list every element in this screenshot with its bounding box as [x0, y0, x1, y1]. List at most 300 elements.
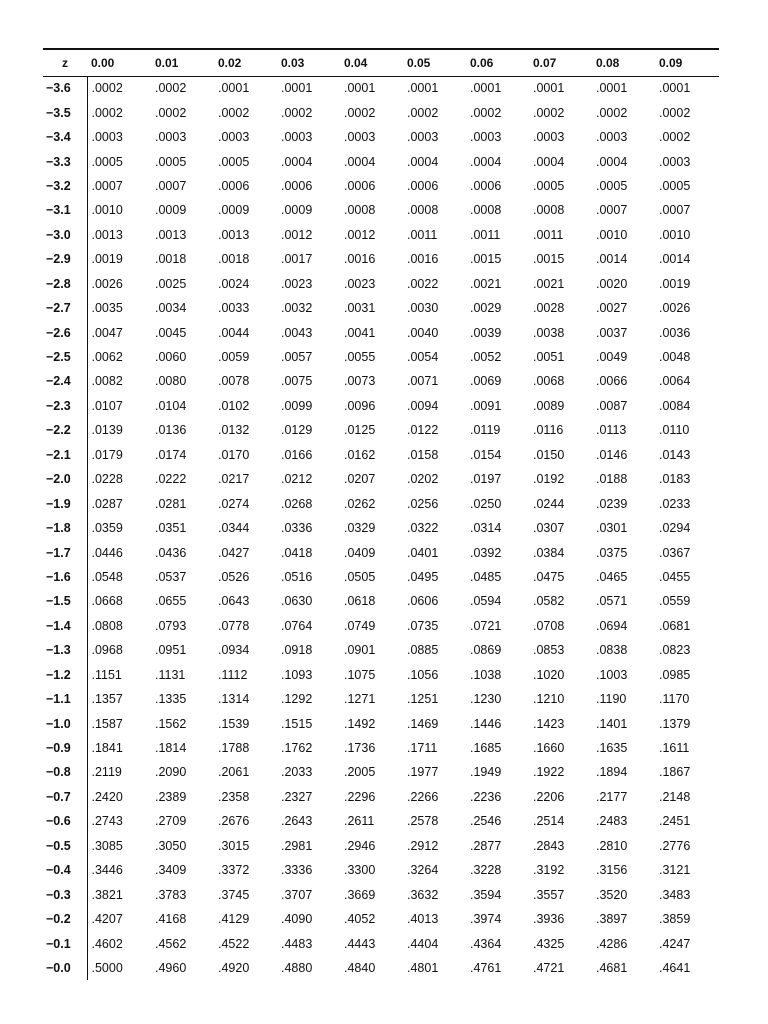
probability-cell: .2676 — [218, 814, 250, 829]
table-row — [43, 614, 719, 638]
probability-cell: .3897 — [596, 912, 628, 927]
table-row — [43, 663, 719, 687]
probability-cell: .0010 — [91, 203, 123, 218]
column-header: 0.09 — [655, 49, 719, 76]
probability-cell: .1922 — [533, 765, 565, 780]
probability-cell: .1423 — [533, 716, 565, 731]
probability-cell: .2810 — [596, 838, 628, 853]
probability-cell: .0025 — [155, 276, 187, 291]
probability-cell: .0571 — [596, 594, 628, 609]
z-value-cell: −2.8 — [43, 272, 87, 296]
probability-cell: .0516 — [281, 569, 313, 584]
probability-cell: .0011 — [407, 227, 438, 242]
probability-cell: .0015 — [533, 252, 565, 267]
probability-cell: .0007 — [596, 203, 628, 218]
probability-cell: .1814 — [155, 741, 187, 756]
probability-cell: .0002 — [470, 105, 502, 120]
probability-cell: .0028 — [533, 301, 565, 316]
probability-cell: .0012 — [344, 227, 376, 242]
probability-cell: .0043 — [281, 325, 313, 340]
probability-cell: .0002 — [659, 130, 691, 145]
probability-cell: .0049 — [596, 350, 628, 365]
z-value-cell: −1.8 — [43, 516, 87, 540]
probability-cell: .0436 — [155, 545, 187, 560]
probability-cell: .3783 — [155, 887, 187, 902]
probability-cell: .0002 — [218, 105, 250, 120]
probability-cell: .0281 — [155, 496, 187, 511]
probability-cell: .1660 — [533, 741, 565, 756]
probability-cell: .1562 — [155, 716, 187, 731]
probability-cell: .1151 — [91, 667, 122, 682]
z-value-cell: −0.5 — [43, 834, 87, 858]
table-row — [43, 247, 719, 271]
probability-cell: .0051 — [533, 350, 565, 365]
probability-cell: .0014 — [596, 252, 628, 267]
probability-cell: .0351 — [155, 521, 187, 536]
probability-cell: .2743 — [91, 814, 123, 829]
probability-cell: .0526 — [218, 569, 250, 584]
probability-cell: .0409 — [344, 545, 376, 560]
probability-cell: .0901 — [344, 643, 376, 658]
probability-cell: .3015 — [218, 838, 250, 853]
probability-cell: .0073 — [344, 374, 376, 389]
probability-cell: .0008 — [407, 203, 439, 218]
table-row — [43, 907, 719, 931]
z-value-cell: −2.2 — [43, 418, 87, 442]
z-value-cell: −3.5 — [43, 100, 87, 124]
probability-cell: .1251 — [407, 692, 439, 707]
probability-cell: .3085 — [91, 838, 123, 853]
probability-cell: .0136 — [155, 423, 187, 438]
probability-cell: .0036 — [659, 325, 691, 340]
probability-cell: .2843 — [533, 838, 565, 853]
probability-cell: .0064 — [659, 374, 691, 389]
probability-cell: .4325 — [533, 936, 565, 951]
probability-cell: .0006 — [407, 178, 439, 193]
column-header: 0.05 — [403, 49, 466, 76]
probability-cell: .0013 — [218, 227, 250, 242]
probability-cell: .1492 — [344, 716, 376, 731]
probability-cell: .3859 — [659, 912, 691, 927]
probability-cell: .0392 — [470, 545, 502, 560]
z-value-cell: −0.2 — [43, 907, 87, 931]
probability-cell: .0344 — [218, 521, 250, 536]
probability-cell: .1446 — [470, 716, 502, 731]
probability-cell: .3300 — [344, 863, 376, 878]
probability-cell: .0146 — [596, 447, 628, 462]
table-row — [43, 809, 719, 833]
probability-cell: .0002 — [281, 105, 313, 120]
probability-cell: .0606 — [407, 594, 439, 609]
table-row — [43, 272, 719, 296]
probability-cell: .4920 — [218, 960, 250, 975]
probability-cell: .0643 — [218, 594, 250, 609]
probability-cell: .0035 — [91, 301, 123, 316]
probability-cell: .4840 — [344, 960, 376, 975]
probability-cell: .0202 — [407, 472, 439, 487]
probability-cell: .0287 — [91, 496, 123, 511]
probability-cell: .1003 — [596, 667, 628, 682]
table-row — [43, 320, 719, 344]
probability-cell: .0016 — [407, 252, 439, 267]
probability-cell: .0002 — [91, 81, 123, 96]
probability-cell: .0582 — [533, 594, 565, 609]
probability-cell: .0001 — [596, 81, 628, 96]
probability-cell: .2296 — [344, 789, 376, 804]
probability-cell: .0668 — [91, 594, 123, 609]
probability-cell: .0032 — [281, 301, 313, 316]
probability-cell: .4602 — [91, 936, 123, 951]
probability-cell: .2061 — [218, 765, 250, 780]
probability-cell: .0233 — [659, 496, 691, 511]
probability-cell: .1977 — [407, 765, 439, 780]
z-value-cell: −0.7 — [43, 785, 87, 809]
probability-cell: .4960 — [155, 960, 187, 975]
probability-cell: .0002 — [533, 105, 565, 120]
probability-cell: .0031 — [344, 301, 376, 316]
probability-cell: .0212 — [281, 472, 313, 487]
z-value-cell: −3.3 — [43, 149, 87, 173]
probability-cell: .0003 — [470, 130, 502, 145]
probability-cell: .4801 — [407, 960, 439, 975]
probability-cell: .2912 — [407, 838, 439, 853]
probability-cell: .0655 — [155, 594, 187, 609]
probability-cell: .0037 — [596, 325, 628, 340]
probability-cell: .0009 — [281, 203, 313, 218]
probability-cell: .0207 — [344, 472, 376, 487]
probability-cell: .0060 — [155, 350, 187, 365]
probability-cell: .0041 — [344, 325, 376, 340]
z-value-cell: −0.3 — [43, 882, 87, 906]
probability-cell: .0029 — [470, 301, 502, 316]
probability-cell: .0594 — [470, 594, 502, 609]
probability-cell: .3228 — [470, 863, 502, 878]
probability-cell: .0294 — [659, 521, 691, 536]
probability-cell: .0023 — [344, 276, 376, 291]
probability-cell: .2177 — [596, 789, 628, 804]
probability-cell: .1711 — [407, 741, 438, 756]
probability-cell: .1788 — [218, 741, 250, 756]
z-value-cell: −0.4 — [43, 858, 87, 882]
probability-cell: .0139 — [91, 423, 123, 438]
probability-cell: .0778 — [218, 618, 250, 633]
z-value-cell: −1.3 — [43, 638, 87, 662]
probability-cell: .0015 — [470, 252, 502, 267]
probability-cell: .0091 — [470, 398, 502, 413]
probability-cell: .3336 — [281, 863, 313, 878]
probability-cell: .1401 — [596, 716, 628, 731]
z-value-cell: −2.9 — [43, 247, 87, 271]
probability-cell: .2483 — [596, 814, 628, 829]
probability-cell: .1515 — [281, 716, 313, 731]
z-value-cell: −2.7 — [43, 296, 87, 320]
probability-cell: .1075 — [344, 667, 376, 682]
probability-cell: .3707 — [281, 887, 313, 902]
z-value-cell: −3.1 — [43, 198, 87, 222]
probability-cell: .0030 — [407, 301, 439, 316]
probability-cell: .0010 — [596, 227, 628, 242]
table-row — [43, 125, 719, 149]
probability-cell: .1170 — [659, 692, 690, 707]
probability-cell: .0001 — [407, 81, 439, 96]
probability-cell: .0548 — [91, 569, 123, 584]
probability-cell: .1020 — [533, 667, 565, 682]
column-header: 0.00 — [87, 49, 151, 76]
probability-cell: .0021 — [533, 276, 565, 291]
table-row — [43, 931, 719, 955]
probability-cell: .0006 — [281, 178, 313, 193]
probability-cell: .0008 — [533, 203, 565, 218]
probability-cell: .0048 — [659, 350, 691, 365]
table-row — [43, 589, 719, 613]
probability-cell: .1894 — [596, 765, 628, 780]
probability-cell: .2709 — [155, 814, 187, 829]
probability-cell: .0630 — [281, 594, 313, 609]
probability-cell: .1539 — [218, 716, 250, 731]
probability-cell: .0011 — [470, 227, 501, 242]
z-value-cell: −1.2 — [43, 663, 87, 687]
probability-cell: .0003 — [407, 130, 439, 145]
z-value-cell: −1.0 — [43, 711, 87, 735]
probability-cell: .0096 — [344, 398, 376, 413]
table-row — [43, 711, 719, 735]
probability-cell: .0823 — [659, 643, 691, 658]
table-row — [43, 516, 719, 540]
probability-cell: .1357 — [91, 692, 123, 707]
probability-cell: .0002 — [659, 105, 691, 120]
probability-cell: .0274 — [218, 496, 250, 511]
probability-cell: .0004 — [470, 154, 502, 169]
probability-cell: .0059 — [218, 350, 250, 365]
probability-cell: .0003 — [596, 130, 628, 145]
probability-cell: .0008 — [470, 203, 502, 218]
probability-cell: .0764 — [281, 618, 313, 633]
probability-cell: .0314 — [470, 521, 502, 536]
probability-cell: .0045 — [155, 325, 187, 340]
z-value-cell: −0.1 — [43, 931, 87, 955]
probability-cell: .0143 — [659, 447, 691, 462]
probability-cell: .0016 — [344, 252, 376, 267]
z-value-cell: −1.6 — [43, 565, 87, 589]
probability-cell: .4681 — [596, 960, 628, 975]
column-header: 0.06 — [466, 49, 529, 76]
table-row — [43, 149, 719, 173]
probability-cell: .2546 — [470, 814, 502, 829]
probability-cell: .0934 — [218, 643, 250, 658]
probability-cell: .0013 — [91, 227, 123, 242]
z-value-cell: −1.4 — [43, 614, 87, 638]
table-row — [43, 369, 719, 393]
probability-cell: .0119 — [470, 423, 501, 438]
probability-cell: .0838 — [596, 643, 628, 658]
probability-cell: .3594 — [470, 887, 502, 902]
probability-cell: .2451 — [659, 814, 691, 829]
table-row — [43, 418, 719, 442]
probability-cell: .4090 — [281, 912, 313, 927]
probability-cell: .1271 — [344, 692, 376, 707]
probability-cell: .0329 — [344, 521, 376, 536]
probability-cell: .0075 — [281, 374, 313, 389]
probability-cell: .0038 — [533, 325, 565, 340]
probability-cell: .2877 — [470, 838, 502, 853]
probability-cell: .0708 — [533, 618, 565, 633]
probability-cell: .0026 — [91, 276, 123, 291]
column-header: 0.07 — [529, 49, 592, 76]
table-row — [43, 785, 719, 809]
probability-cell: .3264 — [407, 863, 439, 878]
probability-cell: .0004 — [281, 154, 313, 169]
probability-cell: .1335 — [155, 692, 187, 707]
probability-cell: .0001 — [470, 81, 502, 96]
probability-cell: .0006 — [470, 178, 502, 193]
probability-cell: .0084 — [659, 398, 691, 413]
probability-cell: .0009 — [218, 203, 250, 218]
table-row — [43, 296, 719, 320]
column-header: 0.02 — [214, 49, 277, 76]
standard-normal-table — [43, 48, 719, 980]
probability-cell: .0003 — [344, 130, 376, 145]
probability-cell: .0003 — [281, 130, 313, 145]
probability-cell: .0222 — [155, 472, 187, 487]
probability-cell: .0262 — [344, 496, 376, 511]
probability-cell: .4404 — [407, 936, 439, 951]
probability-cell: .3372 — [218, 863, 250, 878]
probability-cell: .1314 — [218, 692, 250, 707]
probability-cell: .0268 — [281, 496, 313, 511]
probability-cell: .0005 — [533, 178, 565, 193]
probability-cell: .0094 — [407, 398, 439, 413]
probability-cell: .0014 — [659, 252, 691, 267]
probability-cell: .0322 — [407, 521, 439, 536]
table-row — [43, 198, 719, 222]
probability-cell: .0013 — [155, 227, 187, 242]
probability-cell: .0004 — [596, 154, 628, 169]
probability-cell: .0011 — [533, 227, 564, 242]
probability-cell: .1841 — [91, 741, 123, 756]
probability-cell: .2981 — [281, 838, 313, 853]
table-row — [43, 540, 719, 564]
probability-cell: .0217 — [218, 472, 250, 487]
z-value-cell: −2.6 — [43, 320, 87, 344]
probability-cell: .4761 — [470, 960, 502, 975]
probability-cell: .0174 — [155, 447, 187, 462]
probability-cell: .0465 — [596, 569, 628, 584]
probability-cell: .1093 — [281, 667, 313, 682]
z-value-cell: −1.5 — [43, 589, 87, 613]
probability-cell: .0375 — [596, 545, 628, 560]
column-header: 0.08 — [592, 49, 655, 76]
z-value-cell: −2.3 — [43, 394, 87, 418]
probability-cell: .0001 — [281, 81, 313, 96]
probability-cell: .0020 — [596, 276, 628, 291]
probability-cell: .0004 — [407, 154, 439, 169]
probability-cell: .0559 — [659, 594, 691, 609]
probability-cell: .4168 — [155, 912, 187, 927]
probability-cell: .1736 — [344, 741, 376, 756]
table-body — [43, 76, 719, 980]
probability-cell: .0154 — [470, 447, 502, 462]
probability-cell: .2206 — [533, 789, 565, 804]
probability-cell: .0113 — [596, 423, 627, 438]
probability-cell: .0102 — [218, 398, 250, 413]
z-value-cell: −3.2 — [43, 174, 87, 198]
z-value-cell: −1.9 — [43, 491, 87, 515]
probability-cell: .0003 — [659, 154, 691, 169]
probability-cell: .0359 — [91, 521, 123, 536]
probability-cell: .0044 — [218, 325, 250, 340]
probability-cell: .0197 — [470, 472, 502, 487]
probability-cell: .0793 — [155, 618, 187, 633]
probability-cell: .0002 — [155, 81, 187, 96]
probability-cell: .1379 — [659, 716, 691, 731]
z-value-cell: −1.1 — [43, 687, 87, 711]
table-row — [43, 345, 719, 369]
probability-cell: .2611 — [344, 814, 375, 829]
probability-cell: .0003 — [91, 130, 123, 145]
table-row — [43, 76, 719, 100]
probability-cell: .0026 — [659, 301, 691, 316]
probability-cell: .1131 — [155, 667, 186, 682]
probability-cell: .0062 — [91, 350, 123, 365]
probability-cell: .1112 — [218, 667, 248, 682]
probability-cell: .1762 — [281, 741, 313, 756]
probability-cell: .0040 — [407, 325, 439, 340]
z-value-cell: −2.4 — [43, 369, 87, 393]
probability-cell: .1056 — [407, 667, 439, 682]
probability-cell: .3121 — [659, 863, 691, 878]
probability-cell: .0001 — [659, 81, 691, 96]
probability-cell: .0301 — [596, 521, 628, 536]
probability-cell: .3192 — [533, 863, 565, 878]
column-header: 0.01 — [151, 49, 214, 76]
probability-cell: .0052 — [470, 350, 502, 365]
probability-cell: .4443 — [344, 936, 376, 951]
probability-cell: .0104 — [155, 398, 187, 413]
probability-cell: .2236 — [470, 789, 502, 804]
probability-cell: .0869 — [470, 643, 502, 658]
probability-cell: .0018 — [218, 252, 250, 267]
probability-cell: .0721 — [470, 618, 502, 633]
probability-cell: .3520 — [596, 887, 628, 902]
probability-cell: .4207 — [91, 912, 123, 927]
probability-cell: .0162 — [344, 447, 376, 462]
z-value-cell: −0.9 — [43, 736, 87, 760]
probability-cell: .0003 — [533, 130, 565, 145]
probability-cell: .0012 — [281, 227, 313, 242]
z-value-cell: −1.7 — [43, 540, 87, 564]
probability-cell: .0078 — [218, 374, 250, 389]
table-row — [43, 834, 719, 858]
probability-cell: .2389 — [155, 789, 187, 804]
table-row — [43, 174, 719, 198]
z-value-cell: −3.4 — [43, 125, 87, 149]
probability-cell: .0150 — [533, 447, 565, 462]
probability-cell: .0170 — [218, 447, 250, 462]
probability-cell: .5000 — [91, 960, 123, 975]
probability-cell: .0054 — [407, 350, 439, 365]
probability-cell: .4641 — [659, 960, 691, 975]
probability-cell: .0885 — [407, 643, 439, 658]
probability-cell: .0018 — [155, 252, 187, 267]
probability-cell: .0007 — [155, 178, 187, 193]
table-row — [43, 736, 719, 760]
probability-cell: .0002 — [91, 105, 123, 120]
table-row — [43, 491, 719, 515]
probability-cell: .0427 — [218, 545, 250, 560]
probability-cell: .0057 — [281, 350, 313, 365]
probability-cell: .4721 — [533, 960, 565, 975]
probability-cell: .1469 — [407, 716, 439, 731]
